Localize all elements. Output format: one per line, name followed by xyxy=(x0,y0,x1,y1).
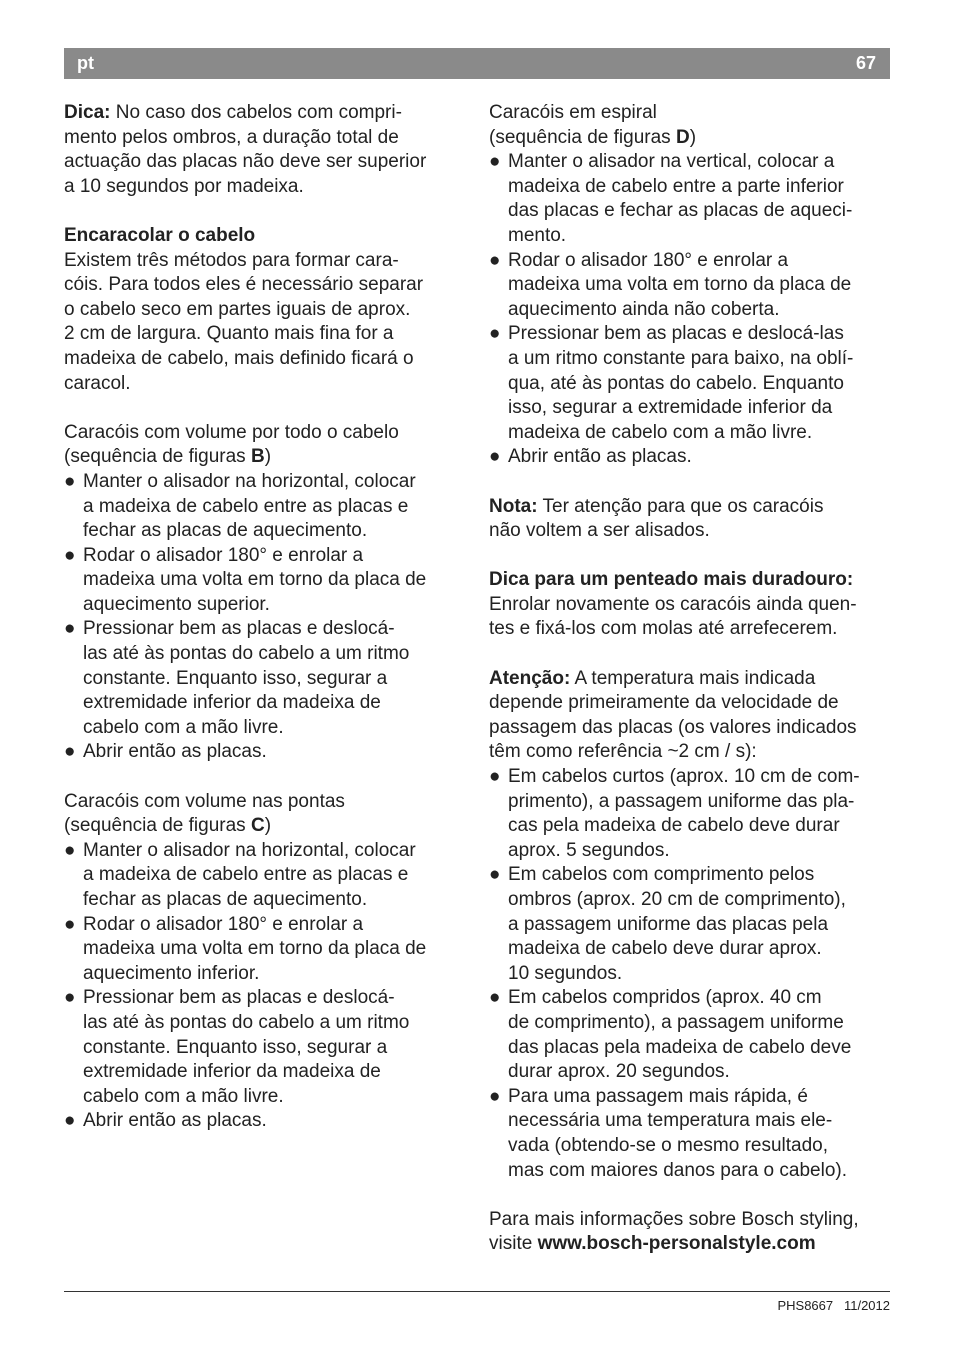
list-item: ● Em cabelos curtos (aprox. 10 cm de com- primento), a passagem uniforme das pla- cas pela madeixa de cabelo deve durar aprox. 5 segundos. xyxy=(489,766,860,861)
publication-date: 11/2012 xyxy=(843,1298,890,1313)
footer-divider xyxy=(64,1291,890,1292)
section-b-sequence: (sequência de figuras B) xyxy=(64,446,272,468)
curl-heading: Encaracolar o cabelo xyxy=(64,224,256,246)
info-paragraph: Para mais informações sobre Bosch styling, visite www.bosch-personalstyle.com xyxy=(489,1208,859,1255)
page-number: 67 xyxy=(855,53,876,73)
tip-paragraph xyxy=(64,101,464,199)
list-item: ● Abrir então as placas. xyxy=(489,446,692,468)
tip-line: mento pelos ombros, a duração total de xyxy=(64,126,399,148)
tip2-paragraph: Enrolar novamente os caracóis ainda quen- tes e fixá-los com molas até arrefecerem. xyxy=(489,593,857,640)
page-header xyxy=(64,48,890,79)
list-item: ● Em cabelos compridos (aprox. 40 cm de comprimento), a passagem uniforme das placas pela madeixa de cabelo deve durar aprox. 20 segundos. xyxy=(489,987,852,1083)
left-column xyxy=(64,101,464,1134)
list-item: ● Manter o alisador na horizontal, colocar a madeixa de cabelo entre as placas e fechar as placas de aquecimento. xyxy=(64,470,416,542)
list-item: ● Pressionar bem as placas e deslocá- las até às pontas do cabelo a um ritmo constante. Enquanto isso, segurar a extremidade inferior da madeixa de cabelo com a mão livre. xyxy=(64,987,410,1107)
list-item: ● Rodar o alisador 180° e enrolar a madeixa uma volta em torno da placa de aquecimento superior. xyxy=(64,544,427,615)
list-item: ● Manter o alisador na horizontal, colocar a madeixa de cabelo entre as placas e fechar as placas de aquecimento. xyxy=(64,839,416,910)
tip-line: No caso dos cabelos com compri- xyxy=(110,102,402,123)
page-footer xyxy=(777,1298,890,1313)
tip-line: actuação das placas não deve ser superior xyxy=(64,151,427,173)
list-item: ● Rodar o alisador 180° e enrolar a madeixa uma volta em torno da placa de aquecimento inferior. xyxy=(64,913,427,984)
section-c-sequence: (sequência de figuras C) xyxy=(64,815,272,837)
tip-label: Dica: xyxy=(64,102,111,123)
section-b-title: Caracóis com volume por todo o cabelo xyxy=(64,421,399,443)
curl-intro: Existem três métodos para formar cara- cóis. Para todos eles é necessário separar o cabelo seco em partes iguais de aprox. 2 cm de largura. Quanto mais fina for a madeixa de cabelo, mais definido ficará o caracol. xyxy=(64,249,424,394)
list-item: ● Para uma passagem mais rápida, é necessária uma temperatura mais ele- vada (obtendo-se o mesmo resultado, mas com maiores danos para o cabelo). xyxy=(489,1085,847,1181)
model-number: PHS8667 xyxy=(777,1298,834,1313)
section-c-title: Caracóis com volume nas pontas xyxy=(64,790,345,812)
list-item: ● Abrir então as placas. xyxy=(64,741,267,763)
note-paragraph: Nota: Ter atenção para que os caracóis não voltem a ser alisados. xyxy=(489,495,824,542)
list-item: ● Abrir então as placas. xyxy=(64,1110,267,1132)
right-column xyxy=(489,101,894,1257)
list-item: ● Pressionar bem as placas e deslocá- las até às pontas do cabelo a um ritmo constante. Enquanto isso, segurar a extremidade inferior da madeixa de cabelo com a mão livre. xyxy=(64,618,410,738)
note-label: Nota: xyxy=(489,495,538,517)
list-item: ● Pressionar bem as placas e deslocá-las a um ritmo constante para baixo, na oblí- qua, até às pontas do cabelo. Enquanto isso, segurar a extremidade inferior da madeixa de cabelo com a mão livre. xyxy=(489,323,854,443)
tip2-heading: Dica para um penteado mais duradouro: xyxy=(489,569,854,591)
list-item: ● Rodar o alisador 180° e enrolar a madeixa uma volta em torno da placa de aquecimento ainda não coberta. xyxy=(489,249,852,320)
list-item: ● Manter o alisador na vertical, colocar a madeixa de cabelo entre a parte inferior das placas e fechar as placas de aqueci- mento. xyxy=(489,151,853,246)
attention-label: Atenção: xyxy=(489,667,571,689)
list-item: ● Em cabelos com comprimento pelos ombros (aprox. 20 cm de comprimento), a passagem uniforme das placas pela madeixa de cabelo deve durar aprox. 10 segundos. xyxy=(489,864,846,984)
language-code: pt xyxy=(77,53,94,73)
website-link[interactable]: www.bosch-personalstyle.com xyxy=(537,1233,816,1255)
tip-line: a 10 segundos por madeixa. xyxy=(64,175,304,197)
section-d-title: Caracóis em espiral xyxy=(489,102,657,123)
attention-paragraph: Atenção: A temperatura mais indicada depende primeiramente da velocidade de passagem das placas (os valores indicados têm como referência ~2 cm / s): xyxy=(489,667,857,763)
section-d-sequence: (sequência de figuras D) xyxy=(489,126,697,148)
